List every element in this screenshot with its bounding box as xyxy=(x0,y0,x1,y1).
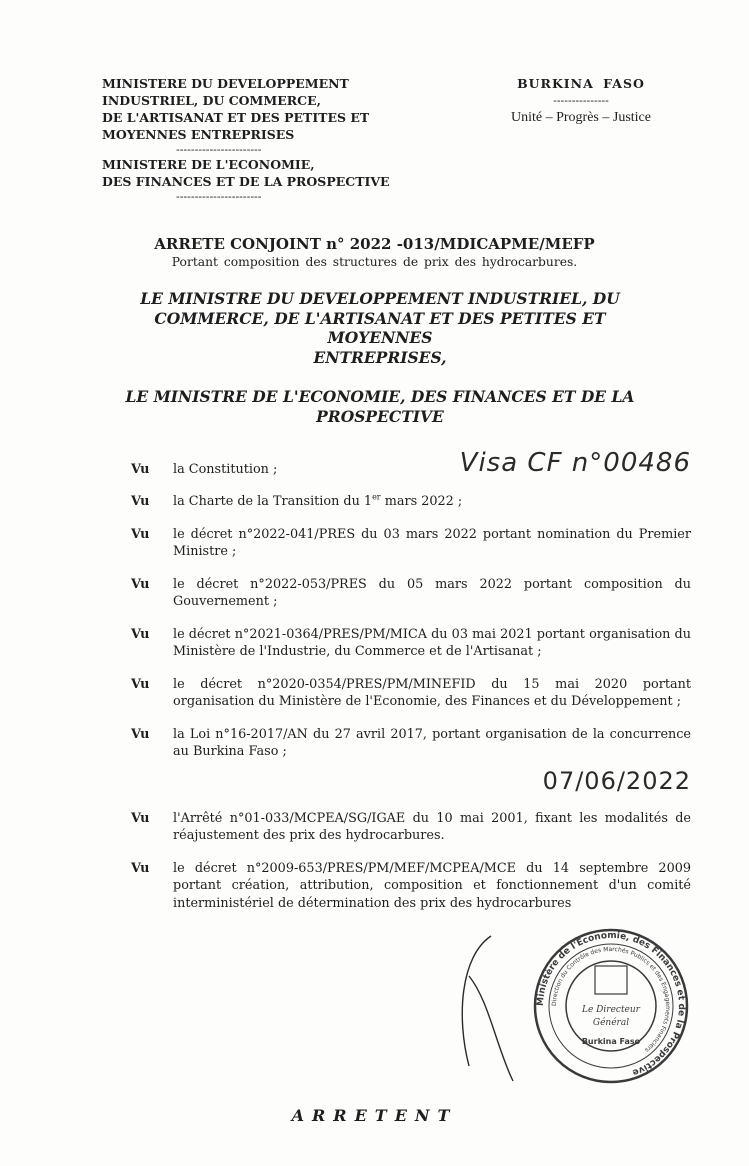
stamp-center-line: Général xyxy=(592,1018,630,1028)
date-line xyxy=(131,767,691,795)
stamp-ring-text: Ministère de l'Economie, des Finances et de la Prospective xyxy=(535,930,687,1078)
ministry-1-line: MINISTERE DU DEVELOPPEMENT xyxy=(102,76,349,91)
consideration-item xyxy=(131,860,691,913)
stamp-inner-ring-text: Direction du Contrôle des Marchés Publics et des Engagements Financiers xyxy=(550,945,672,1054)
minister-1-heading xyxy=(100,289,660,367)
consideration-item xyxy=(131,676,691,711)
vu-label: Vu xyxy=(131,626,150,642)
ministry-1-line: DE L'ARTISANAT ET DES PETITES ET xyxy=(102,110,370,125)
consideration-item xyxy=(131,493,691,511)
arretent-heading: ARRETENT xyxy=(291,1106,458,1125)
consideration-text xyxy=(173,493,691,511)
national-motto: Unité – Progrès – Justice xyxy=(511,110,651,125)
consideration-text: le décret n°2021-0364/PRES/PM/MICA du 03 mai 2021 portant organisation du Ministère de l'Industrie, du Commerce et de l'Artisanat ; xyxy=(173,626,691,659)
vu-label: Vu xyxy=(131,860,150,876)
country-name: BURKINA FASO xyxy=(517,76,645,91)
minister-2-line: LE MINISTRE DE L'ECONOMIE, DES FINANCES ET DE LA xyxy=(125,387,635,406)
vu-label: Vu xyxy=(131,461,150,477)
signature-scribble xyxy=(451,926,521,1086)
stamp-emblem-icon xyxy=(595,966,627,994)
country-separator: --------------- xyxy=(553,94,609,107)
country-header xyxy=(481,75,681,126)
stamp-center-line: Le Directeur xyxy=(582,1005,640,1015)
minister-1-line: LE MINISTRE DU DEVELOPPEMENT INDUSTRIEL, DU xyxy=(140,289,620,308)
consideration-item xyxy=(131,576,691,611)
ministry-2-line: MINISTERE DE L'ECONOMIE, xyxy=(102,157,315,172)
consideration-text: le décret n°2009-653/PRES/PM/MEF/MCPEA/MCE du 14 septembre 2009 portant création, attribution, composition et fonctionnement d'un comité interministériel de détermination des prix des hydrocarbures xyxy=(173,860,691,911)
decree-title: ARRETE CONJOINT n° 2022 -013/MDICAPME/MEFP xyxy=(154,235,595,253)
vu-label: Vu xyxy=(131,526,150,542)
consideration-item xyxy=(131,626,691,661)
visa-line xyxy=(131,448,691,478)
vu-label: Vu xyxy=(131,576,150,592)
consideration-text: le décret n°2022-041/PRES du 03 mars 2022 portant nomination du Premier Ministre ; xyxy=(173,526,691,559)
minister-2-heading xyxy=(100,387,660,426)
stamp-signature-block xyxy=(131,926,691,1086)
decree-subtitle: Portant composition des structures de prix des hydrocarbures. xyxy=(171,255,578,269)
handwritten-visa: Visa CF n°00486 xyxy=(459,448,691,478)
vu-label: Vu xyxy=(131,494,150,509)
handwritten-date: 07/06/2022 xyxy=(542,766,691,795)
minister-1-line: COMMERCE, DE L'ARTISANAT ET DES PETITES ET MOYENNES xyxy=(154,308,606,347)
consideration-item xyxy=(131,810,691,845)
header-separator: ----------------------- xyxy=(176,190,262,203)
consideration-text: le décret n°2022-053/PRES du 05 mars 2022 portant composition du Gouvernement ; xyxy=(173,576,691,609)
ordinal-superscript: er xyxy=(372,492,381,502)
consideration-item xyxy=(131,526,691,561)
consideration-item xyxy=(131,461,446,479)
consideration-text: la Loi n°16-2017/AN du 27 avril 2017, portant organisation de la concurrence au Burkina Faso ; xyxy=(173,726,691,759)
consideration-text: l'Arrêté n°01-033/MCPEA/SG/IGAE du 10 mai 2001, fixant les modalités de réajustement des prix des hydrocarbures. xyxy=(173,810,691,843)
consideration-text: le décret n°2020-0354/PRES/PM/MINEFID du 15 mai 2020 portant organisation du Ministère de l'Economie, des Finances et du Développement ; xyxy=(173,676,691,709)
vu-label: Vu xyxy=(131,676,150,692)
consideration-text-part: la Charte de la Transition du 1 xyxy=(173,494,373,509)
document-header xyxy=(102,75,691,203)
minister-1-line: ENTREPRISES, xyxy=(313,347,447,367)
decree-title-block xyxy=(0,235,749,271)
official-stamp xyxy=(531,926,691,1086)
vu-label: Vu xyxy=(131,810,150,826)
ministry-2-line: DES FINANCES ET DE LA PROSPECTIVE xyxy=(102,174,390,189)
vu-label: Vu xyxy=(131,726,150,742)
ministry-1-line: MOYENNES ENTREPRISES xyxy=(102,127,295,142)
consideration-text: la Constitution ; xyxy=(173,461,278,477)
consideration-item xyxy=(131,726,691,761)
minister-2-line: PROSPECTIVE xyxy=(316,406,444,426)
header-separator: ----------------------- xyxy=(176,143,262,156)
stamp-bottom-text: Burkina Faso xyxy=(581,1037,641,1046)
ministry-1-line: INDUSTRIEL, DU COMMERCE, xyxy=(102,93,321,108)
issuing-ministries-header xyxy=(102,75,432,203)
consideration-text-part: mars 2022 ; xyxy=(380,494,463,509)
